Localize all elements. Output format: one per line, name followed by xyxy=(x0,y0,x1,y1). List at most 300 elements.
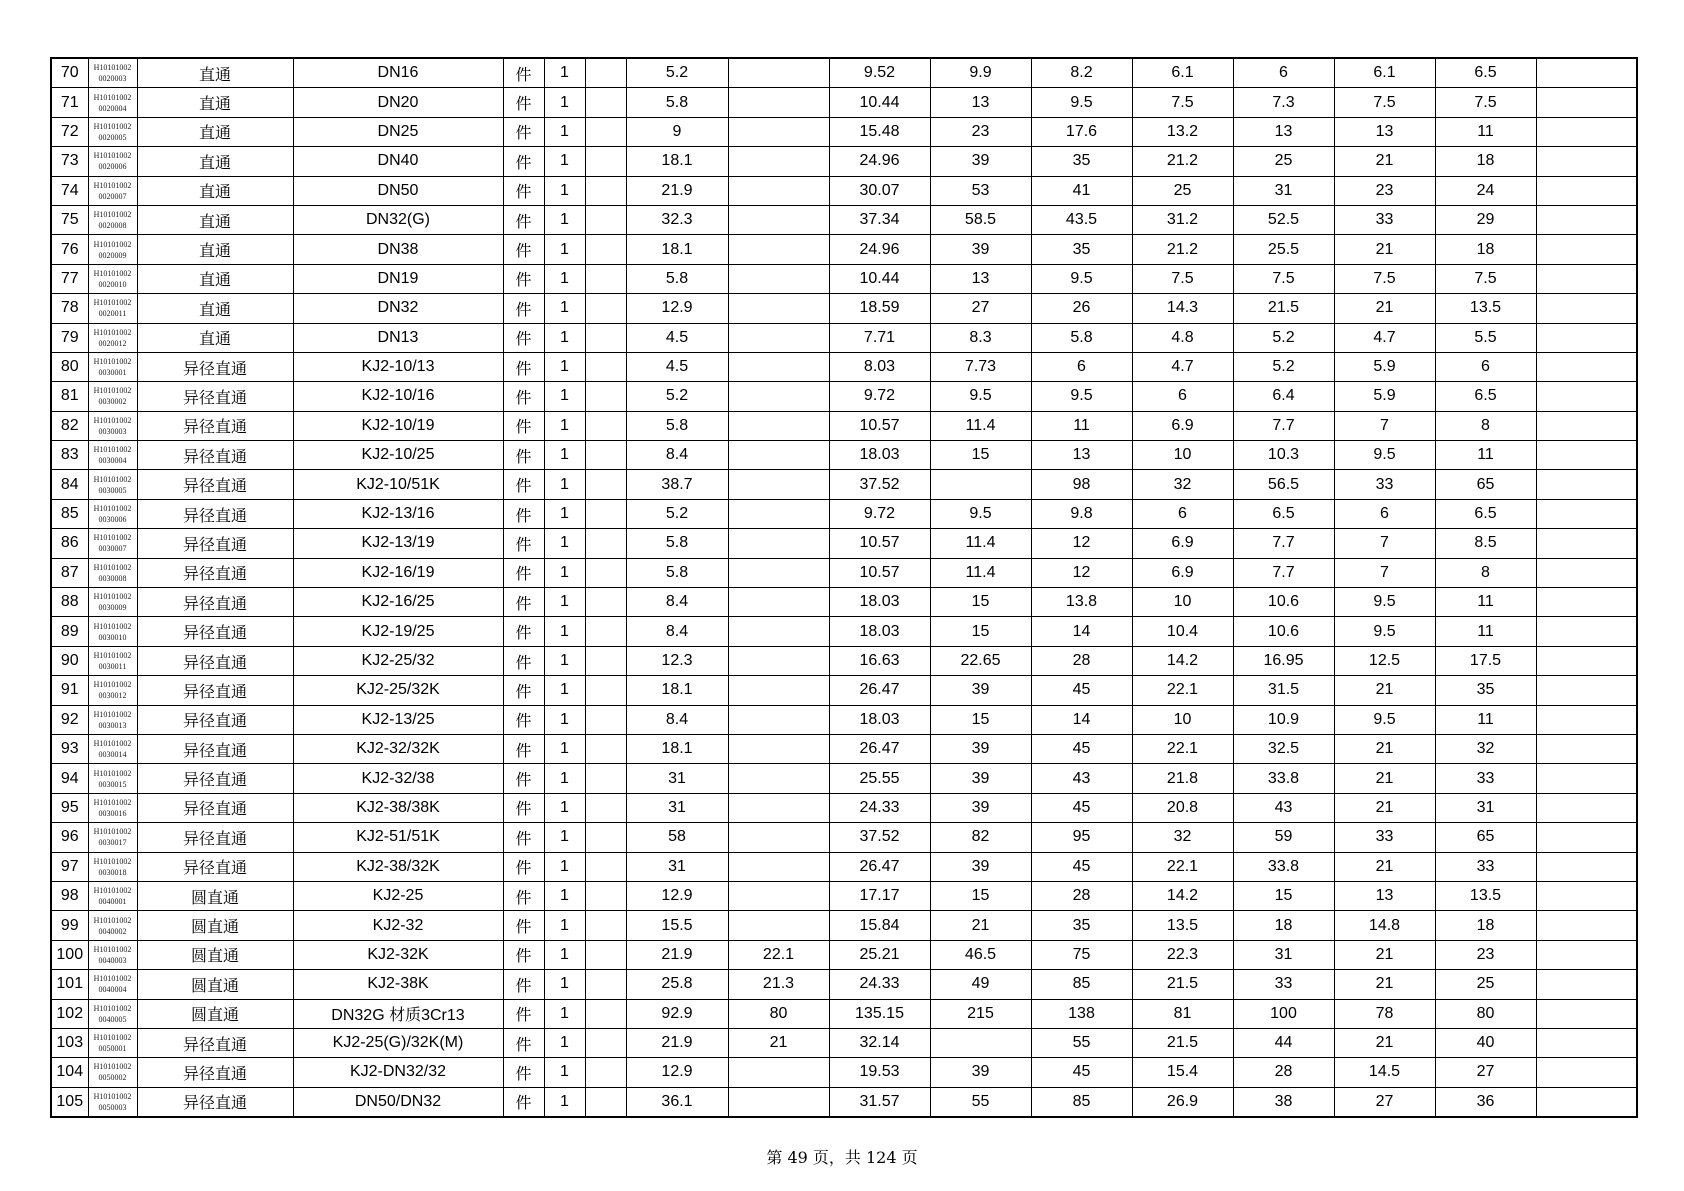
price-4-cell: 53 xyxy=(930,176,1031,205)
price-table xyxy=(50,57,1638,1118)
item-name-cell: 直通 xyxy=(137,294,293,323)
item-code-line-1: H10101002 xyxy=(93,768,132,778)
price-7-cell: 6.4 xyxy=(1233,382,1334,411)
price-8-cell: 7.5 xyxy=(1334,264,1435,293)
specification-cell: KJ2-16/25 xyxy=(293,588,503,617)
price-2-cell xyxy=(728,881,829,910)
price-3-cell: 18.03 xyxy=(829,441,930,470)
item-code-cell xyxy=(88,264,137,293)
table-row xyxy=(51,205,1637,234)
row-number-cell: 99 xyxy=(51,911,88,940)
price-2-cell: 21.3 xyxy=(728,970,829,999)
price-5-cell: 85 xyxy=(1031,1087,1132,1117)
price-1-cell: 4.5 xyxy=(626,352,728,381)
remark-cell xyxy=(1536,264,1637,293)
price-9-cell: 6.5 xyxy=(1435,58,1536,88)
table-row xyxy=(51,764,1637,793)
price-7-cell: 6.5 xyxy=(1233,499,1334,528)
table-row xyxy=(51,970,1637,999)
item-code-line-1: H10101002 xyxy=(93,63,132,73)
price-6-cell: 7.5 xyxy=(1132,264,1233,293)
price-9-cell: 31 xyxy=(1435,793,1536,822)
price-9-cell: 29 xyxy=(1435,205,1536,234)
unit-cell: 件 xyxy=(503,147,544,176)
unit-cell: 件 xyxy=(503,940,544,969)
item-name-cell: 直通 xyxy=(137,88,293,117)
quantity-cell: 1 xyxy=(544,734,585,763)
item-code-cell xyxy=(88,235,137,264)
unit-cell: 件 xyxy=(503,264,544,293)
row-number-cell: 81 xyxy=(51,382,88,411)
price-1-cell: 5.8 xyxy=(626,264,728,293)
quantity-cell: 1 xyxy=(544,970,585,999)
price-9-cell: 65 xyxy=(1435,823,1536,852)
item-code-cell xyxy=(88,470,137,499)
price-5-cell: 45 xyxy=(1031,734,1132,763)
price-8-cell: 7.5 xyxy=(1334,88,1435,117)
price-1-cell: 18.1 xyxy=(626,734,728,763)
item-code-cell xyxy=(88,58,137,88)
price-1-cell: 18.1 xyxy=(626,147,728,176)
price-3-cell: 24.33 xyxy=(829,793,930,822)
price-4-cell: 15 xyxy=(930,441,1031,470)
unit-cell: 件 xyxy=(503,676,544,705)
price-7-cell: 5.2 xyxy=(1233,352,1334,381)
price-6-cell: 22.1 xyxy=(1132,852,1233,881)
item-code-line-2: 0020004 xyxy=(98,103,127,113)
price-5-cell: 8.2 xyxy=(1031,58,1132,88)
table-row xyxy=(51,88,1637,117)
page-footer: 第 49 页，共 124 页 xyxy=(766,1148,918,1167)
price-6-cell: 21.5 xyxy=(1132,1028,1233,1057)
quantity-cell: 1 xyxy=(544,441,585,470)
remark-cell xyxy=(1536,999,1637,1028)
price-7-cell: 18 xyxy=(1233,911,1334,940)
quantity-cell: 1 xyxy=(544,676,585,705)
price-3-cell: 10.57 xyxy=(829,411,930,440)
price-8-cell: 21 xyxy=(1334,970,1435,999)
unit-cell: 件 xyxy=(503,352,544,381)
unit-cell: 件 xyxy=(503,117,544,146)
row-number-cell: 89 xyxy=(51,617,88,646)
item-code-cell xyxy=(88,323,137,352)
price-2-cell xyxy=(728,352,829,381)
blank-col-a-cell xyxy=(585,1028,626,1057)
price-7-cell: 10.6 xyxy=(1233,617,1334,646)
price-3-cell: 10.57 xyxy=(829,529,930,558)
price-8-cell: 78 xyxy=(1334,999,1435,1028)
item-code-line-1: H10101002 xyxy=(93,445,132,455)
price-3-cell: 24.96 xyxy=(829,235,930,264)
price-3-cell: 37.34 xyxy=(829,205,930,234)
price-9-cell: 27 xyxy=(1435,1058,1536,1087)
remark-cell xyxy=(1536,823,1637,852)
price-2-cell xyxy=(728,705,829,734)
item-name-cell: 直通 xyxy=(137,264,293,293)
price-8-cell: 5.9 xyxy=(1334,352,1435,381)
specification-cell: KJ2-25/32 xyxy=(293,646,503,675)
price-6-cell: 10.4 xyxy=(1132,617,1233,646)
item-name-cell: 异径直通 xyxy=(137,646,293,675)
item-code-cell xyxy=(88,676,137,705)
specification-cell: KJ2-16/19 xyxy=(293,558,503,587)
blank-col-a-cell xyxy=(585,176,626,205)
row-number-cell: 103 xyxy=(51,1028,88,1057)
item-code-line-1: H10101002 xyxy=(93,474,132,484)
price-5-cell: 5.8 xyxy=(1031,323,1132,352)
blank-col-a-cell xyxy=(585,352,626,381)
price-1-cell: 31 xyxy=(626,793,728,822)
blank-col-a-cell xyxy=(585,970,626,999)
item-code-line-1: H10101002 xyxy=(93,680,132,690)
row-number-cell: 75 xyxy=(51,205,88,234)
item-code-line-1: H10101002 xyxy=(93,210,132,220)
item-code-line-2: 0040005 xyxy=(98,1014,127,1024)
price-3-cell: 37.52 xyxy=(829,470,930,499)
row-number-cell: 91 xyxy=(51,676,88,705)
remark-cell xyxy=(1536,588,1637,617)
item-code-cell xyxy=(88,441,137,470)
price-5-cell: 85 xyxy=(1031,970,1132,999)
quantity-cell: 1 xyxy=(544,529,585,558)
remark-cell xyxy=(1536,1028,1637,1057)
price-3-cell: 32.14 xyxy=(829,1028,930,1057)
item-code-cell xyxy=(88,176,137,205)
blank-col-a-cell xyxy=(585,382,626,411)
price-9-cell: 11 xyxy=(1435,117,1536,146)
item-code-line-1: H10101002 xyxy=(93,533,132,543)
item-code-line-2: 0050002 xyxy=(98,1073,127,1083)
item-code-line-2: 0020008 xyxy=(98,221,127,231)
price-6-cell: 6.9 xyxy=(1132,558,1233,587)
price-4-cell: 82 xyxy=(930,823,1031,852)
quantity-cell: 1 xyxy=(544,705,585,734)
price-5-cell: 13 xyxy=(1031,441,1132,470)
quantity-cell: 1 xyxy=(544,881,585,910)
row-number-cell: 83 xyxy=(51,441,88,470)
price-7-cell: 31 xyxy=(1233,176,1334,205)
price-5-cell: 45 xyxy=(1031,793,1132,822)
price-3-cell: 9.72 xyxy=(829,382,930,411)
row-number-cell: 94 xyxy=(51,764,88,793)
price-2-cell xyxy=(728,529,829,558)
price-1-cell: 36.1 xyxy=(626,1087,728,1117)
price-4-cell: 8.3 xyxy=(930,323,1031,352)
quantity-cell: 1 xyxy=(544,1087,585,1117)
price-5-cell: 12 xyxy=(1031,558,1132,587)
item-name-cell: 异径直通 xyxy=(137,499,293,528)
price-6-cell: 21.5 xyxy=(1132,970,1233,999)
price-2-cell xyxy=(728,1087,829,1117)
item-code-line-2: 0020007 xyxy=(98,191,127,201)
unit-cell: 件 xyxy=(503,764,544,793)
unit-cell: 件 xyxy=(503,911,544,940)
price-7-cell: 10.6 xyxy=(1233,588,1334,617)
quantity-cell: 1 xyxy=(544,617,585,646)
item-code-cell xyxy=(88,1087,137,1117)
remark-cell xyxy=(1536,117,1637,146)
table-row xyxy=(51,793,1637,822)
blank-col-a-cell xyxy=(585,117,626,146)
row-number-cell: 77 xyxy=(51,264,88,293)
price-4-cell: 39 xyxy=(930,1058,1031,1087)
table-row xyxy=(51,823,1637,852)
price-8-cell: 7 xyxy=(1334,529,1435,558)
item-code-line-2: 0030015 xyxy=(98,779,127,789)
price-6-cell: 14.2 xyxy=(1132,646,1233,675)
row-number-cell: 70 xyxy=(51,58,88,88)
item-code-line-2: 0030001 xyxy=(98,368,127,378)
quantity-cell: 1 xyxy=(544,411,585,440)
price-1-cell: 12.3 xyxy=(626,646,728,675)
item-code-line-2: 0020010 xyxy=(98,279,127,289)
price-8-cell: 27 xyxy=(1334,1087,1435,1117)
price-4-cell: 39 xyxy=(930,852,1031,881)
item-code-line-1: H10101002 xyxy=(93,944,132,954)
unit-cell: 件 xyxy=(503,823,544,852)
item-code-line-1: H10101002 xyxy=(93,739,132,749)
specification-cell: KJ2-25(G)/32K(M) xyxy=(293,1028,503,1057)
price-5-cell: 45 xyxy=(1031,676,1132,705)
quantity-cell: 1 xyxy=(544,352,585,381)
item-name-cell: 直通 xyxy=(137,117,293,146)
price-6-cell: 21.2 xyxy=(1132,147,1233,176)
price-7-cell: 28 xyxy=(1233,1058,1334,1087)
price-1-cell: 4.5 xyxy=(626,323,728,352)
row-number-cell: 72 xyxy=(51,117,88,146)
row-number-cell: 98 xyxy=(51,881,88,910)
table-row xyxy=(51,441,1637,470)
row-number-cell: 86 xyxy=(51,529,88,558)
remark-cell xyxy=(1536,1087,1637,1117)
remark-cell xyxy=(1536,764,1637,793)
unit-cell: 件 xyxy=(503,323,544,352)
blank-col-a-cell xyxy=(585,529,626,558)
price-8-cell: 21 xyxy=(1334,940,1435,969)
remark-cell xyxy=(1536,499,1637,528)
blank-col-a-cell xyxy=(585,705,626,734)
blank-col-a-cell xyxy=(585,617,626,646)
item-code-line-2: 0040002 xyxy=(98,926,127,936)
price-2-cell xyxy=(728,588,829,617)
specification-cell: KJ2-DN32/32 xyxy=(293,1058,503,1087)
price-1-cell: 5.8 xyxy=(626,529,728,558)
table-row xyxy=(51,1087,1637,1117)
specification-cell: KJ2-38/38K xyxy=(293,793,503,822)
item-code-line-2: 0030005 xyxy=(98,485,127,495)
table-row xyxy=(51,588,1637,617)
item-code-line-1: H10101002 xyxy=(93,386,132,396)
specification-cell: DN16 xyxy=(293,58,503,88)
price-4-cell: 215 xyxy=(930,999,1031,1028)
price-7-cell: 6 xyxy=(1233,58,1334,88)
item-name-cell: 异径直通 xyxy=(137,793,293,822)
price-5-cell: 95 xyxy=(1031,823,1132,852)
item-name-cell: 异径直通 xyxy=(137,734,293,763)
price-1-cell: 92.9 xyxy=(626,999,728,1028)
quantity-cell: 1 xyxy=(544,852,585,881)
price-3-cell: 9.72 xyxy=(829,499,930,528)
price-6-cell: 22.1 xyxy=(1132,676,1233,705)
table-row xyxy=(51,881,1637,910)
remark-cell xyxy=(1536,676,1637,705)
price-9-cell: 36 xyxy=(1435,1087,1536,1117)
price-6-cell: 6.1 xyxy=(1132,58,1233,88)
price-2-cell xyxy=(728,1058,829,1087)
row-number-cell: 95 xyxy=(51,793,88,822)
remark-cell xyxy=(1536,88,1637,117)
blank-col-a-cell xyxy=(585,646,626,675)
price-9-cell: 25 xyxy=(1435,970,1536,999)
price-3-cell: 15.48 xyxy=(829,117,930,146)
row-number-cell: 80 xyxy=(51,352,88,381)
unit-cell: 件 xyxy=(503,617,544,646)
price-5-cell: 55 xyxy=(1031,1028,1132,1057)
price-1-cell: 38.7 xyxy=(626,470,728,499)
price-8-cell: 23 xyxy=(1334,176,1435,205)
price-5-cell: 28 xyxy=(1031,881,1132,910)
price-7-cell: 31 xyxy=(1233,940,1334,969)
price-7-cell: 38 xyxy=(1233,1087,1334,1117)
remark-cell xyxy=(1536,58,1637,88)
price-6-cell: 7.5 xyxy=(1132,88,1233,117)
item-code-cell xyxy=(88,734,137,763)
item-name-cell: 直通 xyxy=(137,147,293,176)
item-code-line-1: H10101002 xyxy=(93,827,132,837)
price-3-cell: 18.03 xyxy=(829,705,930,734)
specification-cell: DN19 xyxy=(293,264,503,293)
price-2-cell xyxy=(728,58,829,88)
item-code-cell xyxy=(88,881,137,910)
row-number-cell: 101 xyxy=(51,970,88,999)
price-5-cell: 45 xyxy=(1031,1058,1132,1087)
item-name-cell: 异径直通 xyxy=(137,411,293,440)
price-8-cell: 21 xyxy=(1334,1028,1435,1057)
item-code-line-2: 0020012 xyxy=(98,338,127,348)
price-9-cell: 6 xyxy=(1435,352,1536,381)
item-name-cell: 异径直通 xyxy=(137,588,293,617)
price-9-cell: 6.5 xyxy=(1435,499,1536,528)
item-code-cell xyxy=(88,617,137,646)
specification-cell: KJ2-10/19 xyxy=(293,411,503,440)
row-number-cell: 78 xyxy=(51,294,88,323)
price-1-cell: 12.9 xyxy=(626,1058,728,1087)
price-8-cell: 33 xyxy=(1334,205,1435,234)
price-3-cell: 19.53 xyxy=(829,1058,930,1087)
price-8-cell: 7 xyxy=(1334,411,1435,440)
item-code-line-1: H10101002 xyxy=(93,92,132,102)
price-7-cell: 43 xyxy=(1233,793,1334,822)
quantity-cell: 1 xyxy=(544,1058,585,1087)
unit-cell: 件 xyxy=(503,1087,544,1117)
blank-col-a-cell xyxy=(585,264,626,293)
table-row xyxy=(51,235,1637,264)
price-5-cell: 6 xyxy=(1031,352,1132,381)
blank-col-a-cell xyxy=(585,764,626,793)
quantity-cell: 1 xyxy=(544,147,585,176)
remark-cell xyxy=(1536,411,1637,440)
price-4-cell: 39 xyxy=(930,676,1031,705)
table-row xyxy=(51,940,1637,969)
specification-cell: KJ2-10/25 xyxy=(293,441,503,470)
item-code-cell xyxy=(88,940,137,969)
table-row xyxy=(51,734,1637,763)
item-code-line-1: H10101002 xyxy=(93,180,132,190)
price-9-cell: 33 xyxy=(1435,764,1536,793)
price-5-cell: 9.5 xyxy=(1031,382,1132,411)
unit-cell: 件 xyxy=(503,499,544,528)
price-3-cell: 26.47 xyxy=(829,734,930,763)
item-code-line-1: H10101002 xyxy=(93,562,132,572)
price-1-cell: 25.8 xyxy=(626,970,728,999)
item-name-cell: 异径直通 xyxy=(137,382,293,411)
item-name-cell: 异径直通 xyxy=(137,617,293,646)
price-4-cell: 49 xyxy=(930,970,1031,999)
item-code-line-1: H10101002 xyxy=(93,121,132,131)
price-6-cell: 25 xyxy=(1132,176,1233,205)
price-4-cell xyxy=(930,1028,1031,1057)
item-name-cell: 异径直通 xyxy=(137,529,293,558)
item-code-line-1: H10101002 xyxy=(93,1062,132,1072)
price-4-cell: 39 xyxy=(930,793,1031,822)
price-8-cell: 9.5 xyxy=(1334,705,1435,734)
item-name-cell: 圆直通 xyxy=(137,999,293,1028)
remark-cell xyxy=(1536,881,1637,910)
blank-col-a-cell xyxy=(585,205,626,234)
price-7-cell: 25 xyxy=(1233,147,1334,176)
price-5-cell: 14 xyxy=(1031,617,1132,646)
row-number-cell: 79 xyxy=(51,323,88,352)
price-8-cell: 9.5 xyxy=(1334,441,1435,470)
price-6-cell: 32 xyxy=(1132,470,1233,499)
price-6-cell: 20.8 xyxy=(1132,793,1233,822)
item-name-cell: 圆直通 xyxy=(137,970,293,999)
quantity-cell: 1 xyxy=(544,176,585,205)
price-5-cell: 17.6 xyxy=(1031,117,1132,146)
price-9-cell: 24 xyxy=(1435,176,1536,205)
specification-cell: KJ2-25/32K xyxy=(293,676,503,705)
item-code-cell xyxy=(88,970,137,999)
item-code-cell xyxy=(88,764,137,793)
price-9-cell: 18 xyxy=(1435,911,1536,940)
blank-col-a-cell xyxy=(585,411,626,440)
price-7-cell: 13 xyxy=(1233,117,1334,146)
remark-cell xyxy=(1536,617,1637,646)
price-5-cell: 12 xyxy=(1031,529,1132,558)
blank-col-a-cell xyxy=(585,852,626,881)
price-5-cell: 11 xyxy=(1031,411,1132,440)
table-row xyxy=(51,705,1637,734)
price-9-cell: 35 xyxy=(1435,676,1536,705)
item-code-cell xyxy=(88,147,137,176)
price-7-cell: 7.7 xyxy=(1233,558,1334,587)
blank-col-a-cell xyxy=(585,88,626,117)
item-code-line-2: 0030014 xyxy=(98,750,127,760)
item-name-cell: 圆直通 xyxy=(137,940,293,969)
price-2-cell xyxy=(728,205,829,234)
price-3-cell: 24.33 xyxy=(829,970,930,999)
specification-cell: DN40 xyxy=(293,147,503,176)
quantity-cell: 1 xyxy=(544,999,585,1028)
price-4-cell: 23 xyxy=(930,117,1031,146)
item-code-cell xyxy=(88,352,137,381)
price-4-cell: 9.5 xyxy=(930,499,1031,528)
price-8-cell: 13 xyxy=(1334,117,1435,146)
specification-cell: KJ2-25 xyxy=(293,881,503,910)
price-8-cell: 21 xyxy=(1334,147,1435,176)
unit-cell: 件 xyxy=(503,411,544,440)
blank-col-a-cell xyxy=(585,793,626,822)
